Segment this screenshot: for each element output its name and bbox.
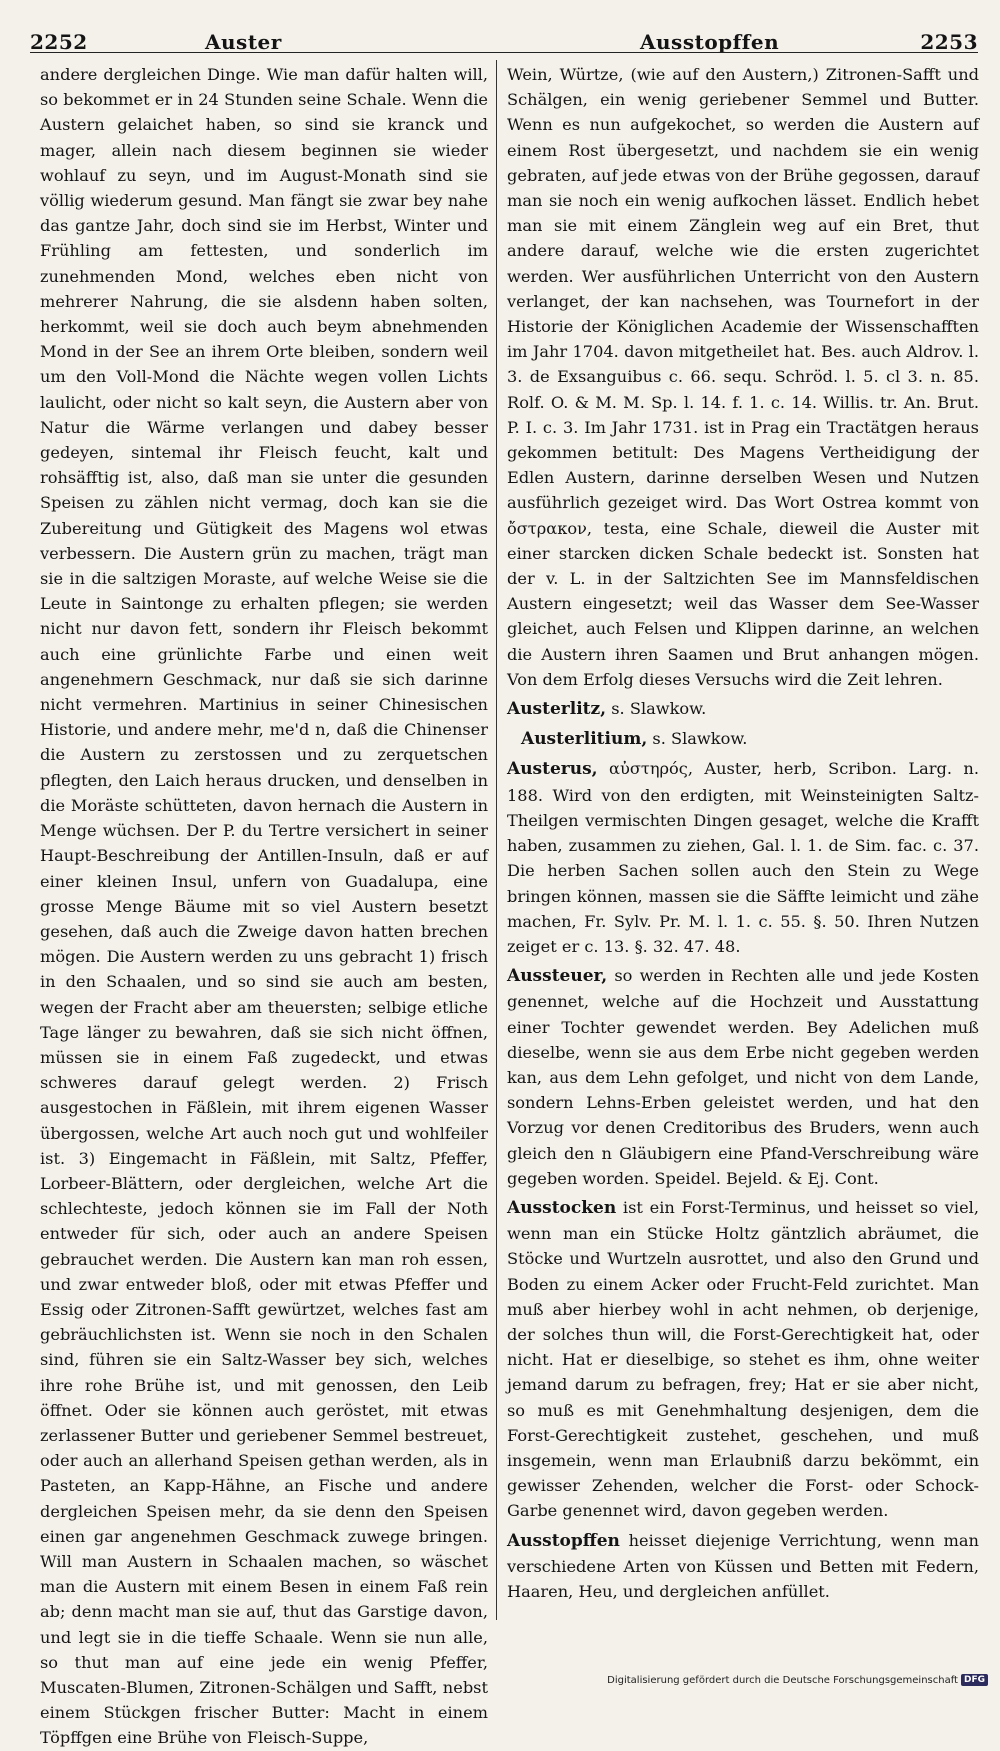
- right-page-number: 2253: [920, 30, 978, 54]
- entry-austerlitz: [507, 696, 979, 722]
- entry-text: so werden in Rechten alle und jede Kosten genennet, welche auf die Hochzeit und Ausstattung einer Tochter gewendet werden. Bey Adelichen muß dieselbe, wenn sie aus dem Erbe nicht gegeben werden kan, aus dem Lehn gefolget, und nicht von dem Lande, sondern Lehns-Erben geleistet werden, und hat den Vorzug vor denen Creditoribus des Bruders, wenn auch gleich den n Gläubigern eine Pfand-Verschreibung wäre gegeben worden. Speidel. Bejeld. & Ej. Cont.: [507, 966, 979, 1188]
- page-header: [30, 20, 978, 56]
- entry-ausstopffen: [507, 1528, 979, 1605]
- entry-text: ist ein Forst-Terminus, und heisset so viel, wenn man ein Stücke Holtz gäntzlich abräumet, die Stöcke und Wurtzeln ausrottet, und also den Grund und Boden zu einem Acker oder Frucht-Feld zurichtet. Man muß aber hierbey wohl in acht nehmen, ob derjenige, der solches thun will, die Forst-Gerechtigkeit hat, oder nicht. Hat er dieselbige, so stehet es ihm, ohne weiter jemand darum zu befragen, frey; Hat er sie aber nicht, so muß es mit Genehmhaltung desjenigen, dem die Forst-Gerechtigkeit zustehet, geschehen, und muß insgemein, wenn man Erlaubniß darzu bekömmt, ein gewisser Zehenden, welcher die Forst- oder Schock-Garbe genennet wird, davon gegeben werden.: [507, 1197, 979, 1521]
- continuation-paragraph: Wein, Würtze, (wie auf den Austern,) Zitronen-Safft und Schälgen, ein wenig geriebener Semmel und Butter. Wenn es nun aufgekochet, so werden die Austern auf einem Rost übergesetzt, und nachdem sie ein wenig gebraten, auf jede etwas von der Brühe gegossen, darauf man sie noch ein wenig aufkochen lässet. Endlich hebet man sie mit einem Zänglein weg auf ein Bret, thut andere darauf, welche wie die ersten zugerichtet werden. Wer ausführlichen Unterricht von den Austern verlanget, der kan nachsehen, was Tournefort in der Historie der Königlichen Academie der Wissenschafften im Jahr 1704. davon mitgetheilet hat. Bes. auch Aldrov. l. 3. de Exsanguibus c. 66. sequ. Schröd. l. 5. cl 3. n. 85. Rolf. O. & M. M. Sp. l. 14. f. 1. c. 14. Willis. tr. An. Brut. P. I. c. 3. Im Jahr 1731. ist in Prag ein Tractätgen heraus gekommen betitult: Des Magens Vertheidigung der Edlen Austern, darinne derselben Wesen und Nutzen ausführlich gezeiget wird. Das Wort Ostrea kommt von ὄστρακον, testa, eine Schale, dieweil die Auster mit einer starcken dicken Schale bedeckt ist. Sonsten hat der v. L. in der Saltzichten See im Mannsfeldischen Austern eingesetzt; weil das Wasser dem See-Wasser gleichet, auch Felsen und Klippen darinne, an welchen die Austern ihren Saamen und Brut anhangen mögen. Von dem Erfolg dieses Versuchs wird die Zeit lehren.: [507, 65, 979, 689]
- left-column: [40, 62, 488, 1751]
- header-rule: [30, 52, 978, 53]
- entry-keyword: Aussteuer,: [507, 966, 608, 987]
- entry-austerlitium: [507, 726, 979, 752]
- entry-keyword: Ausstocken: [507, 1197, 617, 1218]
- right-running-head: Ausstopffen: [640, 30, 780, 54]
- entry-text: s. Slawkow.: [652, 729, 748, 749]
- entry-aussteuer: [507, 963, 979, 1191]
- entry-keyword: Austerlitium,: [521, 729, 648, 750]
- entry-austerus: [507, 756, 979, 959]
- left-page-number: 2252: [30, 30, 88, 54]
- right-column: [507, 62, 979, 1604]
- left-running-head: Auster: [205, 30, 282, 54]
- entry-ausstocken: [507, 1195, 979, 1524]
- dfg-logo: DFG: [961, 1674, 988, 1686]
- entry-keyword: Ausstopffen: [507, 1530, 620, 1551]
- footer-credit: Digitalisierung gefördert durch die Deutsche Forschungsgemeinschaft: [607, 1674, 958, 1686]
- entry-keyword: Austerus,: [507, 759, 598, 780]
- left-column-text: andere dergleichen Dinge. Wie man dafür halten will, so bekommet er in 24 Stunden seine Schale. Wenn die Austern gelaichet haben, so sind sie kranck und mager, allein nach diesem beginnen sie wieder wohlauf zu seyn, und im August-Monath sind sie völlig wiederum gesund. Man fängt sie zwar bey nahe das gantze Jahr, doch sind sie im Herbst, Winter und Frühling am fettesten, und sonderlich im zunehmenden Mond, welches eben nicht von mehrerer Nahrung, die sie alsdenn haben solten, herkommt, weil sie doch auch beym abnehmenden Mond in der See an ihrem Orte bleiben, sondern weil um den Voll-Mond die Nächte wegen vollen Lichts laulicht, oder nicht so kalt seyn, die Austern aber von Natur die Wärme verlangen und dabey besser gedeyen, sintemal ihr Fleisch feucht, kalt und rohsäfftig ist, also, daß man sie unter die gesunden Speisen zu zählen nicht vermag, doch kan sie die Zubereitung und Gütigkeit des Magens wol etwas verbessern. Die Austern grün zu machen, trägt man sie in die saltzigen Moraste, auf welche Weise sie die Leute in Saintonge zu erhalten pflegen; sie werden nicht nur davon fett, sondern ihr Fleisch bekommt auch eine grünlichte Farbe und einen weit angenehmern Geschmack, nur daß sie sich darinne nicht vermehren. Martinius in seiner Chinesischen Historie, und andere mehr, me'd n, daß die Chinenser die Austern zu zerstossen und zu zerquetschen pflegten, den Laich heraus drucken, und denselben in die Moräste schütteten, davon hernach die Austern in Menge wüchsen. Der P. du Tertre versichert in seiner Haupt-Beschreibung der Antillen-Insuln, daß er auf einer kleinen Insul, unfern von Guadalupa, eine grosse Menge Bäume mit so viel Austern besetzt gesehen, daß auch die Zweige davon hatten brechen mögen. Die Austern werden zu uns gebracht 1) frisch in den Schaalen, und so sind sie auch am besten, wegen der Fracht aber am theuersten; selbige etliche Tage länger zu bewahren, daß sie sich nicht öffnen, müssen sie in einem Faß zugedeckt, und etwas schweres darauf gelegt werden. 2) Frisch ausgestochen in Fäßlein, mit ihrem eigenen Wasser übergossen, welche Art auch noch gut und wohlfeiler ist. 3) Eingemacht in Fäßlein, mit Saltz, Pfeffer, Lorbeer-Blättern, oder dergleichen, welche Art die schlechteste, jedoch können sie im Fall der Noth entweder für sich, oder auch an andere Speisen gebrauchet werden. Die Austern kan man roh essen, und zwar entweder bloß, oder mit etwas Pfeffer und Essig oder Zitronen-Safft gewürtzet, welches fast am gebräuchlichsten ist. Wenn sie noch in den Schalen sind, führen sie ein Saltz-Wasser bey sich, welches ihre rohe Brühe ist, und mit genossen, den Leib öffnet. Oder sie können auch geröstet, mit etwas zerlassener Butter und geriebener Semmel bestreuet, oder auch an allerhand Speisen gethan werden, als in Pasteten, an Kapp-Hähne, an Fische und andere dergleichen Speisen mehr, da sie denn den Speisen einen gar angenehmen Geschmack zuwege bringen. Will man Austern in Schaalen machen, so wäschet man die Austern mit einem Besen in einem Faß rein ab; denn macht man sie auf, thut das Garstige davon, und legt sie in die tieffe Schaale. Wenn sie nun alle, so thut man auf eine jede ein wenig Pfeffer, Muscaten-Blumen, Zitronen-Schälgen und Safft, nebst einem Stückgen frischer Butter: Macht in einem Töpffgen eine Brühe von Fleisch-Suppe,: [40, 65, 488, 1748]
- entry-keyword: Austerlitz,: [507, 699, 607, 720]
- digitization-footer: [607, 1674, 988, 1686]
- entry-text: s. Slawkow.: [611, 699, 707, 719]
- entry-text: αὐστηρός, Auster, herb, Scribon. Larg. n. 188. Wird von den erdigten, mit Weinsteinigten Saltz-Theilgen vermischten Dingen gesaget, welche die Krafft haben, zusammen zu ziehen, Gal. l. 1. de Sim. fac. c. 37. Die herben Sachen sollen auch den Stein zu Wege bringen können, massen sie die Säffte leimicht und zähe machen, Fr. Sylv. Pr. M. l. 1. c. 55. §. 50. Ihren Nutzen zeiget er c. 13. §. 32. 47. 48.: [507, 759, 979, 956]
- entry-text: heisset diejenige Verrichtung, wenn man verschiedene Arten von Küssen und Betten mit Federn, Haaren, Heu, und dergleichen anfüllet.: [507, 1530, 979, 1601]
- column-divider: [496, 60, 497, 1620]
